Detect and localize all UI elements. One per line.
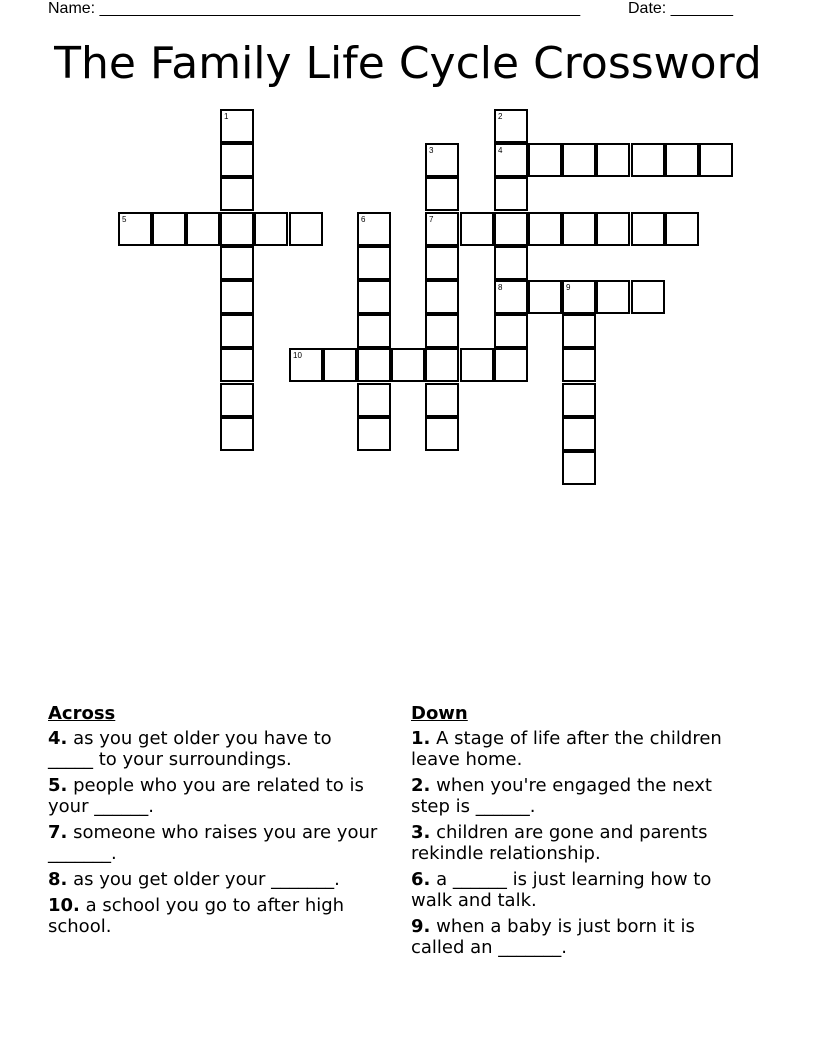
grid-cell[interactable] [425,383,459,417]
cell-number: 4 [498,146,503,155]
grid-cell[interactable] [494,314,528,348]
clue-item [48,822,378,864]
date-field-label[interactable]: Date: _______ [628,0,733,17]
grid-cell[interactable] [357,280,391,314]
grid-cell[interactable] [665,212,699,246]
grid-cell[interactable] [323,348,357,382]
grid-cell[interactable] [220,143,254,177]
grid-cell[interactable] [494,348,528,382]
name-field-label[interactable]: Name: ______________________________________________________ [48,0,581,17]
grid-cell[interactable] [699,143,733,177]
grid-cell[interactable] [118,212,152,246]
grid-cell[interactable] [357,383,391,417]
clue-item [411,775,741,817]
grid-cell[interactable] [152,212,186,246]
clue-item [411,869,741,911]
grid-cell[interactable] [494,109,528,143]
clue-text: a school you go to after high school. [48,895,345,937]
grid-cell[interactable] [425,143,459,177]
grid-cell[interactable] [357,246,391,280]
grid-cell[interactable] [425,246,459,280]
clue-text: a ______ is just learning how to walk and talk. [411,869,712,911]
grid-cell[interactable] [562,383,596,417]
grid-cell[interactable] [562,280,596,314]
grid-cell[interactable] [289,212,323,246]
clue-item [411,916,741,958]
across-clues [48,703,378,942]
grid-cell[interactable] [494,246,528,280]
grid-cell[interactable] [220,417,254,451]
clue-text: people who you are related to is your ______. [48,775,364,817]
clue-text: when a baby is just born it is called an _______. [411,916,695,958]
clue-item [48,728,378,770]
cell-number: 1 [224,112,229,121]
grid-cell[interactable] [528,280,562,314]
grid-cell[interactable] [220,109,254,143]
grid-cell[interactable] [186,212,220,246]
clue-number: 1. [411,728,431,749]
cell-number: 5 [122,215,127,224]
grid-cell[interactable] [254,212,288,246]
grid-cell[interactable] [562,417,596,451]
across-clue-list [48,728,378,937]
grid-cell[interactable] [220,246,254,280]
grid-cell[interactable] [289,348,323,382]
clue-item [48,775,378,817]
page-title: The Family Life Cycle Crossword [54,38,762,89]
grid-cell[interactable] [562,314,596,348]
grid-cell[interactable] [596,280,630,314]
cell-number: 10 [293,351,302,360]
clue-text: A stage of life after the children leave home. [411,728,722,770]
grid-cell[interactable] [562,451,596,485]
clue-item [411,822,741,864]
clue-item [48,869,378,890]
clue-text: children are gone and parents rekindle relationship. [411,822,708,864]
grid-cell[interactable] [562,212,596,246]
cell-number: 8 [498,283,503,292]
grid-cell[interactable] [528,143,562,177]
grid-cell[interactable] [494,143,528,177]
down-clues [411,703,741,963]
across-heading: Across [48,703,116,724]
clue-text: when you're engaged the next step is ______. [411,775,712,817]
grid-cell[interactable] [425,314,459,348]
cell-number: 3 [429,146,434,155]
grid-cell[interactable] [562,143,596,177]
grid-cell[interactable] [425,348,459,382]
grid-cell[interactable] [357,417,391,451]
grid-cell[interactable] [425,280,459,314]
grid-cell[interactable] [665,143,699,177]
grid-cell[interactable] [220,177,254,211]
clue-text: as you get older you have to _____ to your surroundings. [48,728,332,770]
down-clue-list [411,728,741,958]
clue-number: 5. [48,775,68,796]
grid-cell[interactable] [494,177,528,211]
clue-text: someone who raises you are your _______. [48,822,378,864]
cell-number: 2 [498,112,503,121]
grid-cell[interactable] [391,348,425,382]
grid-cell[interactable] [220,212,254,246]
grid-cell[interactable] [460,348,494,382]
clue-text: as you get older your _______. [67,869,340,890]
clue-number: 9. [411,916,431,937]
crossword-grid [0,0,816,500]
grid-cell[interactable] [631,212,665,246]
grid-cell[interactable] [494,212,528,246]
grid-cell[interactable] [357,348,391,382]
grid-cell[interactable] [631,143,665,177]
grid-cell[interactable] [460,212,494,246]
clue-number: 2. [411,775,431,796]
clue-number: 6. [411,869,431,890]
grid-cell[interactable] [562,348,596,382]
grid-cell[interactable] [596,212,630,246]
grid-cell[interactable] [425,212,459,246]
grid-cell[interactable] [357,314,391,348]
cell-number: 9 [566,283,571,292]
clue-item [48,895,378,937]
cell-number: 6 [361,215,366,224]
grid-cell[interactable] [425,177,459,211]
clue-number: 3. [411,822,431,843]
cell-number: 7 [429,215,434,224]
grid-cell[interactable] [425,417,459,451]
grid-cell[interactable] [357,212,391,246]
grid-cell[interactable] [596,143,630,177]
grid-cell[interactable] [220,348,254,382]
clue-number: 4. [48,728,68,749]
grid-cell[interactable] [220,314,254,348]
down-heading: Down [411,703,468,724]
clue-number: 8. [48,869,68,890]
grid-cell[interactable] [220,280,254,314]
clue-number: 7. [48,822,68,843]
grid-cell[interactable] [631,280,665,314]
clue-item [411,728,741,770]
grid-cell[interactable] [494,280,528,314]
clue-number: 10. [48,895,80,916]
grid-cell[interactable] [528,212,562,246]
grid-cell[interactable] [220,383,254,417]
